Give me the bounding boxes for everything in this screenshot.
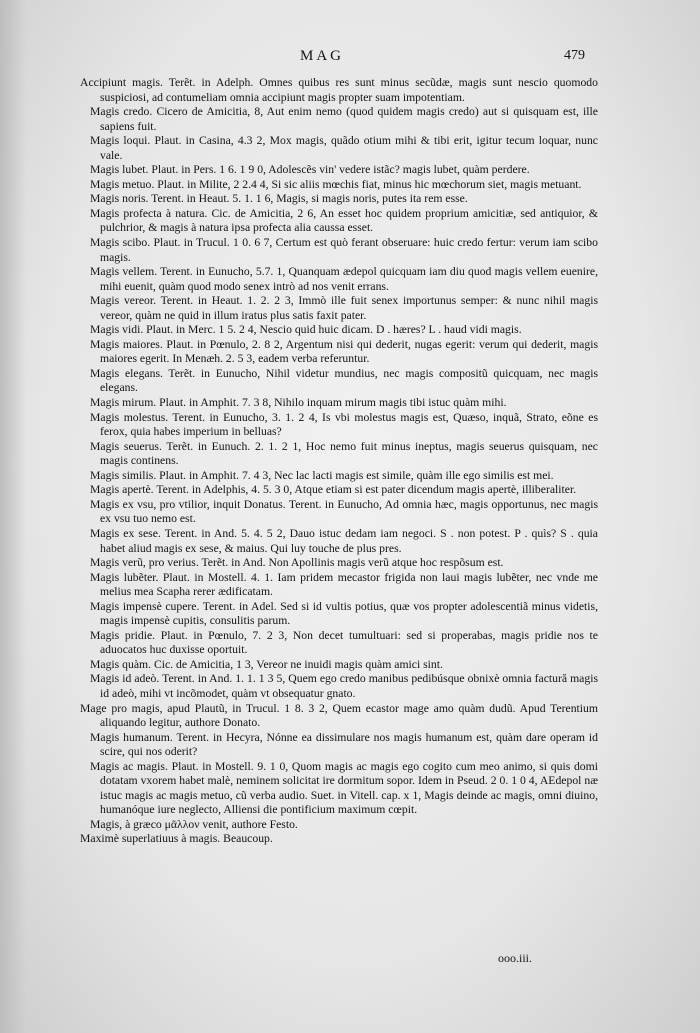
entry: Magis molestus. Terent. in Eunucho, 3. 1. 2 4, Is vbi molestus magis est, Quæso, inquã, Strato, eõne es ferox, quia habes imperium in belluas?	[90, 410, 598, 439]
entry: Magis seuerus. Terẽt. in Eunuch. 2. 1. 2 1, Hoc nemo fuit minus ineptus, magis seuerus quisquam, nec magis continens.	[90, 439, 598, 468]
entry: Magis quàm. Cic. de Amicitia, 1 3, Vereor ne inuidi magis quàm amici sint.	[90, 657, 443, 671]
entry: Magis id adeò. Terent. in And. 1. 1. 1 3 5, Quem ego credo manibus pedibúsque obnixè omnia factură magis id adeò, mihi vt incõmodet, quàm vt obsequatur gnato.	[90, 672, 598, 700]
entry: Magis verũ, pro verius. Terẽt. in And. Non Apollinis magis verũ atque hoc respõsum est.	[90, 556, 504, 570]
entry: Magis similis. Plaut. in Amphit. 7. 4 3, Nec lac lacti magis est simile, quàm ille ego similis est mei.	[90, 468, 554, 482]
entry: Magis ac magis. Plaut. in Mostell. 9. 1 0, Quom magis ac magis ego cogito cum meo animo, si quis domi dotatam vxorem habet malè, neminem solicitat ire dormitum sopor. Idem in Pseud. 2 0. 1 0 4, AEdepol næ istuc magis ac magis metuo, cũ verba audio. Suet. in Vitell. cap. x 1, Magis deinde ac magis, omni diuino, humanóque iure neglecto, Alliensi die pontificium maximum cœpit.	[90, 759, 598, 817]
entry: Magis lubẽter. Plaut. in Mostell. 4. 1. Iam pridem mecastor frigida non laui magis lubẽter, nec vnde me melius mea Scapha rerer ædificatam.	[90, 570, 598, 599]
signature-mark: ooo.iii.	[498, 951, 533, 965]
entry: Mage pro magis, apud Plautũ, in Trucul. 1 8. 3 2, Quem ecastor mage amo quàm dudũ. Apud Terentium aliquando legitur, authore Donato.	[80, 701, 598, 730]
entry: Magis lubet. Plaut. in Pers. 1 6. 1 9 0, Adolescẽs vin' vedere istãc? magis lubet, quàm perdere.	[90, 163, 530, 177]
entry: Magis loqui. Plaut. in Casina, 4.3 2, Mox magis, quãdo otium mihi & tibi erit, igitur tecum loquar, nunc vale.	[90, 134, 598, 162]
entry: Magis maiores. Plaut. in Pœnulo, 2. 8 2, Argentum nisi qui dederit, nugas egerit: verum qui dederit, magis maiores egerit. In Menæh. 2. 5 3, eadem verba referuntur.	[90, 337, 598, 366]
entry: Magis apertè. Terent. in Adelphis, 4. 5. 3 0, Atque etiam si est pater dicendum magis apertè, illiberaliter.	[90, 483, 577, 497]
dictionary-text	[80, 76, 598, 847]
entry: Maximè superlatiuus à magis. Beaucoup.	[80, 832, 273, 846]
entry: Magis, à græco μᾶλλον venit, authore Festo.	[90, 817, 298, 831]
entry: Magis profecta à natura. Cic. de Amicitia, 2 6, An esset hoc quidem proprium amicitiæ, sed antiquior, & pulchrior, & magis à natura ipsa profecta alia caussa esset.	[90, 206, 598, 235]
entry: Magis mirum. Plaut. in Amphit. 7. 3 8, Nihilo inquam mirum magis tibi istuc quàm mihi.	[90, 396, 507, 410]
entry: Magis impensè cupere. Terent. in Adel. Sed si id vultis potius, quæ vos propter adolescentiã minus videtis, magis impensè cupitis, consulitis parum.	[90, 599, 598, 628]
head-word: MAG	[300, 48, 345, 64]
entry: Magis elegans. Terẽt. in Eunucho, Nihil videtur mundius, nec magis compositũ quicquam, nec magis elegans.	[90, 366, 598, 395]
entry: Magis metuo. Plaut. in Milite, 2 2.4 4, Si sic aliis mœchis fiat, minus hic mœchorum siet, magis metuant.	[90, 177, 582, 191]
entry: Magis scibo. Plaut. in Trucul. 1 0. 6 7, Certum est quò ferant obseruare: huic credo fertur: verum iam scibo magis.	[90, 236, 598, 264]
entry: Magis ex sese. Terent. in And. 5. 4. 5 2, Dauo istuc dedam iam negoci. S . non potest. P . quìs? S . quia habet aliud magis ex sese, & maius. Qui luy touche de plus pres.	[90, 526, 598, 555]
entry: Magis vereor. Terent. in Heaut. 1. 2. 2 3, Immò ille fuit senex importunus semper: & nunc nihil magis vereor, quàm ne quid in illum iratus plus satis faxit pater.	[90, 294, 598, 322]
entry: Magis credo. Cicero de Amicitia, 8, Aut enim nemo (quod quidem magis credo) aut si quisquam est, ille sapiens fuit.	[90, 105, 598, 133]
entry: Magis noris. Terent. in Heaut. 5. 1. 1 6, Magis, si magis noris, putes ita rem esse.	[90, 192, 468, 206]
entry: Magis vellem. Terent. in Eunucho, 5.7. 1, Quanquam ædepol quicquam iam diu quod magis vellem euenire, mihi euenit, quàm quod modo senex intrò ad nos venit errans.	[90, 265, 598, 293]
entry: Magis ex vsu, pro vtilior, inquit Donatus. Terent. in Eunucho, Ad omnia hæc, magis opportunus, nec magis ex vsu tuo nemo est.	[90, 497, 598, 526]
entry: Magis vidi. Plaut. in Merc. 1 5. 2 4, Nescio quid huic dicam. D . hæres? L . haud vidi magis.	[90, 323, 522, 337]
entry: Magis humanum. Terent. in Hecyra, Nónne ea dissimulare nos magis humanum est, quàm dare operam id scire, qui nos oderit?	[90, 730, 598, 759]
running-head	[0, 48, 700, 72]
entry: Magis pridie. Plaut. in Pœnulo, 7. 2 3, Non decet tumultuari: sed si properabas, magis pridie nos te aduocatos huc duxisse oportuit.	[90, 628, 598, 657]
page-number: 479	[564, 48, 585, 63]
entry: Accipiunt magis. Terẽt. in Adelph. Omnes quibus res sunt minus secũdæ, magis sunt nescio quomodo suspiciosi, ad contumeliam omnia accipiunt magis propter suam impotentiam.	[80, 76, 598, 104]
